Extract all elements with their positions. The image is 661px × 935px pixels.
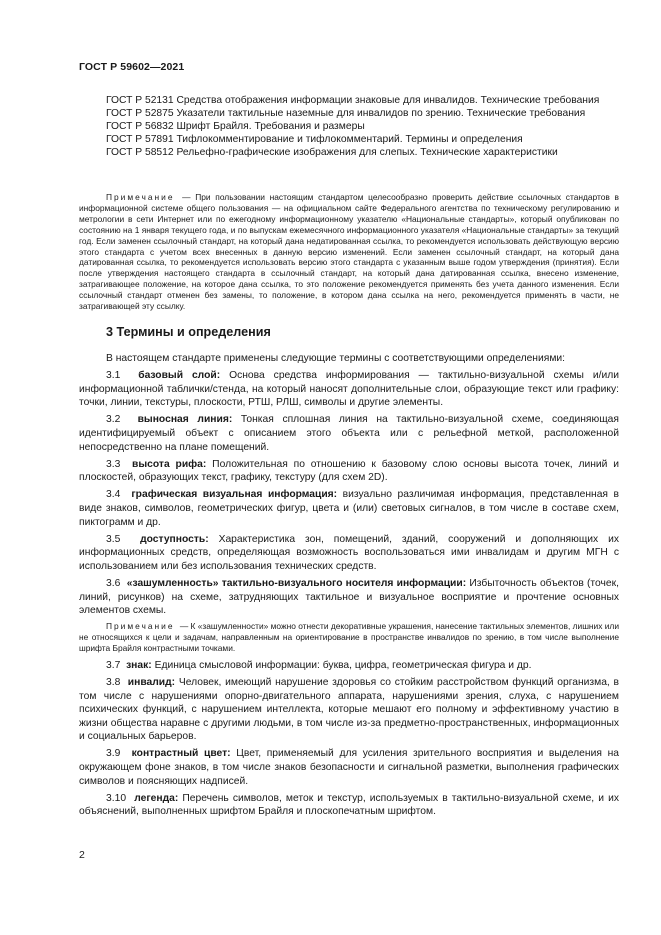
- page-number: 2: [79, 849, 85, 861]
- normative-references-list: [79, 95, 619, 160]
- term-number: 3.4: [106, 489, 121, 501]
- term-entry: [79, 488, 619, 529]
- term-name: «зашумленность» тактильно-визуального носителя информации:: [126, 577, 467, 589]
- term-number: 3.7: [106, 659, 121, 671]
- reference-item: ГОСТ Р 56832 Шрифт Брайля. Требования и размеры: [106, 121, 365, 132]
- term-note: [79, 621, 619, 654]
- term-number: 3.9: [106, 748, 121, 760]
- term-name: инвалид:: [127, 677, 176, 688]
- term-definition: визуально различимая информация, представленная в виде знаков, символов, геометрических фигур, цвета и (или) световых сигналов, в том числе в составе схем, пиктограмм и др.: [79, 489, 619, 528]
- term-name: выносная линия:: [137, 414, 233, 426]
- term-definition: Избыточность объектов (точек, линий, рисунков) на схеме, затрудняющих тактильное и визуальное восприятие и прочтение основных элементов схемы.: [79, 577, 619, 617]
- term-name: знак:: [126, 659, 152, 671]
- term-entry: [79, 792, 619, 819]
- term-number: 3.2: [106, 414, 121, 426]
- terms-body: [79, 352, 619, 822]
- term-definition: Основа средства информирования — тактильно-визуальной схемы и/или информационной таблички/стенда, на который наносят дополнительные слои, образующие текст или графику: точки, линии, текстуры, плоскости, РТШ, РЛШ, символы и другие элементы.: [79, 370, 619, 409]
- term-entry: [79, 676, 619, 744]
- term-number: 3.8: [106, 677, 121, 688]
- term-entry: [79, 747, 619, 788]
- note-label: Примечание: [106, 621, 175, 632]
- term-number: 3.6: [106, 577, 121, 589]
- reference-item: ГОСТ Р 57891 Тифлокомментирование и тифлокомментарий. Термины и определения: [106, 134, 523, 145]
- term-name: контрастный цвет:: [131, 748, 231, 760]
- section-intro: В настоящем стандарте применены следующие термины с соответствующими определениями:: [106, 353, 566, 364]
- term-number: 3.1: [106, 370, 121, 382]
- term-number: 3.5: [106, 533, 121, 545]
- term-name: доступность:: [140, 533, 209, 545]
- term-definition: Единица смысловой информации: буква, цифра, геометрическая фигура и др.: [151, 659, 532, 671]
- references-note: [79, 192, 619, 312]
- term-definition: Характеристика зон, помещений, зданий, сооружений и дополняющих их информационных средств, определяющая возможность воспользоваться ими инвалидам и другим МГН с использованием или без использования технических средств.: [79, 533, 619, 572]
- term-name: графическая визуальная информация:: [131, 489, 338, 501]
- term-definition: Тонкая сплошная линия на тактильно-визуальной схеме, соединяющая идентифицируемый объект с описанием этого объекта или с рельефной меткой, расположенной непосредственно на плане помещений.: [79, 414, 619, 453]
- reference-item: ГОСТ Р 52875 Указатели тактильные наземные для инвалидов по зрению. Технические требования: [106, 108, 586, 119]
- term-definition: Цвет, применяемый для усиления зрительного восприятия и выделения на окружающем фоне знаков, в том числе знаков безопасности и сигнальной разметки, выполнения графических символов и поясняющих надписей.: [79, 748, 619, 787]
- term-entry: [79, 458, 619, 485]
- term-definition: Человек, имеющий нарушение здоровья со стойким расстройством функций организма, в том числе с нарушениями опорно-двигательного аппарата, нарушениями зрения, слуха, с нарушением психических функций, с нарушением интеллекта, которые мешают его полному и эффективному участию в жизни общества наравне с другими людьми, в том числе из-за предметно-пространственных, информационных и социальных барьеров.: [79, 677, 619, 743]
- term-number: 3.10: [106, 792, 127, 804]
- term-name: высота рифа:: [132, 458, 207, 470]
- term-number: 3.3: [106, 458, 121, 470]
- term-entry: [79, 413, 619, 454]
- note-text: — При пользовании настоящим стандартом целесообразно проверить действие ссылочных стандартов в информационной системе общего пользования — на официальном сайте Федерального агентства по техническому регулированию и метрологии в сети Интернет или по ежегодному информационному указателю «Национальные стандарты», который опубликован по состоянию на 1 января текущего года, и по выпускам ежемесячного информационного указателя «Национальные стандарты» за текущий год. Если заменен ссылочный стандарт, на который дана недатированная ссылка, то рекомендуется использовать действующую версию этого стандарта с учетом всех внесенных в данную версию изменений. Если заменен ссылочный стандарт, на который дана датированная ссылка, то рекомендуется использовать версию этого стандарта с указанным выше годом утверждения (принятия). Если после утверждения настоящего стандарта в ссылочный стандарт, на который дана датированная ссылка, внесено изменение, затрагивающее положение, на которое дана ссылка, то это положение рекомендуется применять без учета данного изменения. Если ссылочный стандарт отменен без замены, то положение, в котором дана ссылка на него, рекомендуется применять в части, не затрагивающей эту ссылку.: [79, 192, 619, 312]
- section-title: 3 Термины и определения: [106, 325, 271, 339]
- term-entry: [79, 577, 619, 618]
- term-entry: [79, 659, 619, 673]
- term-entry: [79, 369, 619, 410]
- term-name: легенда:: [134, 792, 179, 804]
- term-definition: Положительная по отношению к базовому слою основы высота точек, линий и плоскостей, образующих текст, графику, текстуру (для схем 2D).: [79, 458, 619, 484]
- note-text: — К «зашумленности» можно отнести декоративные украшения, нанесение тактильных элементов, лишних или не относящихся к цели и задачам, направленным на ориентирование в пространстве инвалидов по зрению, в том числе выполнение шрифта Брайля контрастными точками.: [79, 621, 619, 653]
- term-entry: [79, 533, 619, 574]
- reference-item: ГОСТ Р 52131 Средства отображения информации знаковые для инвалидов. Технические требования: [106, 95, 600, 106]
- term-name: базовый слой:: [138, 370, 221, 382]
- document-header: ГОСТ Р 59602—2021: [79, 61, 185, 73]
- reference-item: ГОСТ Р 58512 Рельефно-графические изображения для слепых. Технические характеристики: [106, 147, 558, 158]
- term-definition: Перечень символов, меток и текстур, используемых в тактильно-визуальной схеме, и их объяснений, выполненных шрифтом Брайля и плоскопечатным шрифтом.: [79, 792, 619, 818]
- note-label: Примечание: [106, 192, 175, 202]
